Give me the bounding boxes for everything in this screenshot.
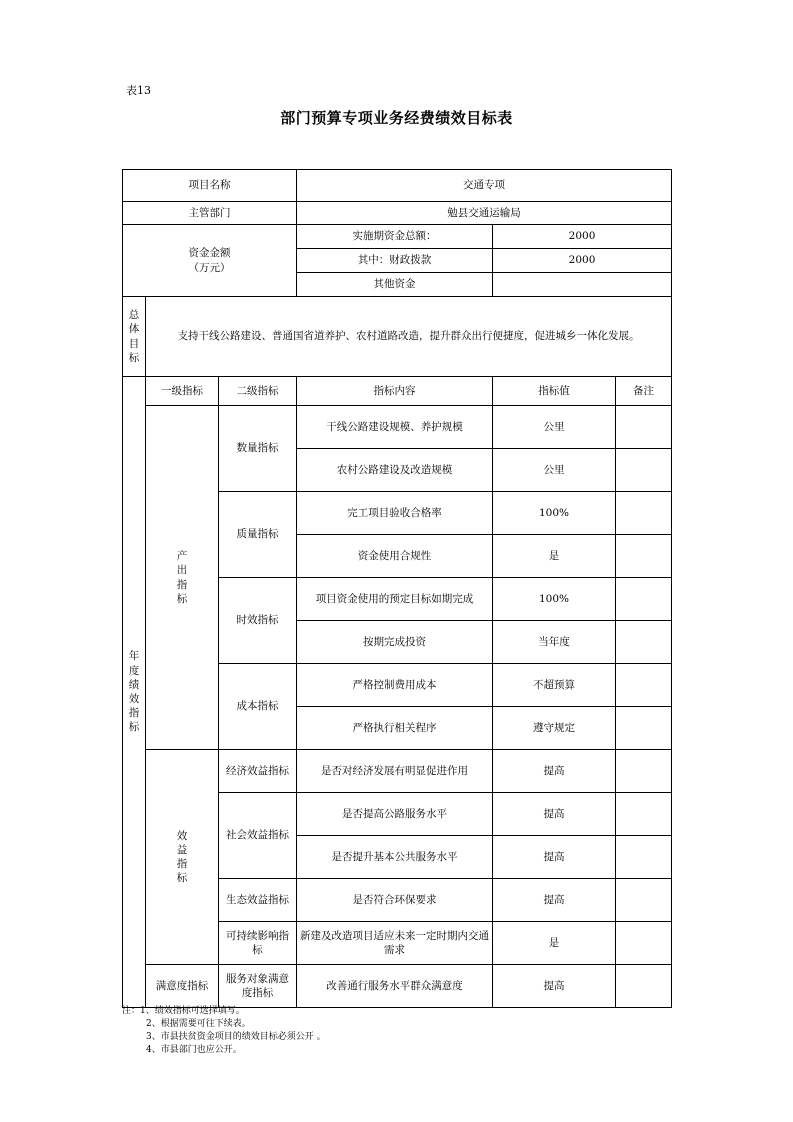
funds-label bbox=[123, 225, 297, 297]
economic-indicator-label: 经济效益指标 bbox=[219, 750, 297, 793]
indicator-remark bbox=[616, 535, 672, 578]
indicator-remark bbox=[616, 750, 672, 793]
indicator-value: 公里 bbox=[493, 406, 616, 449]
benefit-indicators-label: 效益指标 bbox=[146, 750, 219, 965]
indicator-remark bbox=[616, 793, 672, 836]
social-indicator-label: 社会效益指标 bbox=[219, 793, 297, 879]
note-line: 4、市县部门也应公开。 bbox=[146, 1045, 242, 1055]
funds-total-label: 实施期资金总额： bbox=[297, 225, 493, 249]
indicator-value: 是 bbox=[493, 922, 616, 965]
indicator-content: 严格控制费用成本 bbox=[297, 664, 493, 707]
funds-fiscal-label: 其中：财政拨款 bbox=[297, 249, 493, 273]
department-value: 勉县交通运输局 bbox=[297, 202, 672, 225]
indicator-content: 干线公路建设规模、养护规模 bbox=[297, 406, 493, 449]
indicator-value: 100% bbox=[493, 492, 616, 535]
note-line: 注：1、绩效指标可选择填写。 bbox=[122, 1006, 245, 1016]
funds-other-value bbox=[493, 273, 672, 297]
funds-total-value: 2000 bbox=[493, 225, 672, 249]
indicator-value: 是 bbox=[493, 535, 616, 578]
indicator-value: 当年度 bbox=[493, 621, 616, 664]
indicator-remark bbox=[616, 965, 672, 1008]
indicator-content: 是否符合环保要求 bbox=[297, 879, 493, 922]
indicator-content: 改善通行服务水平群众满意度 bbox=[297, 965, 493, 1008]
project-name-value: 交通专项 bbox=[297, 170, 672, 202]
funds-label-text: 资金金额 bbox=[188, 247, 231, 260]
table-row bbox=[123, 406, 672, 449]
indicator-remark bbox=[616, 879, 672, 922]
funds-other-label: 其他资金 bbox=[297, 273, 493, 297]
indicator-content: 资金使用合规性 bbox=[297, 535, 493, 578]
cost-indicator-label: 成本指标 bbox=[219, 664, 297, 750]
header-content: 指标内容 bbox=[297, 377, 493, 406]
notes bbox=[122, 1005, 326, 1057]
header-level2: 二级指标 bbox=[219, 377, 297, 406]
funds-total-row bbox=[123, 225, 672, 249]
service-satisfaction-label: 服务对象满意度指标 bbox=[219, 965, 297, 1008]
indicator-value: 公里 bbox=[493, 449, 616, 492]
indicator-value: 不超预算 bbox=[493, 664, 616, 707]
overall-goal-label: 总体目标 bbox=[123, 297, 146, 377]
department-label: 主管部门 bbox=[123, 202, 297, 225]
indicator-remark bbox=[616, 922, 672, 965]
overall-goal-text: 支持干线公路建设、普通国省道养护、农村道路改造，提升群众出行便捷度，促进城乡一体化发展。 bbox=[146, 297, 672, 377]
page-title: 部门预算专项业务经费绩效目标表 bbox=[280, 109, 513, 127]
indicator-content: 是否提高公路服务水平 bbox=[297, 793, 493, 836]
indicator-remark bbox=[616, 836, 672, 879]
table-row bbox=[123, 750, 672, 793]
quality-indicator-label: 质量指标 bbox=[219, 492, 297, 578]
indicator-remark bbox=[616, 406, 672, 449]
indicator-content: 项目资金使用的预定目标如期完成 bbox=[297, 578, 493, 621]
indicator-content: 是否提升基本公共服务水平 bbox=[297, 836, 493, 879]
timeliness-indicator-label: 时效指标 bbox=[219, 578, 297, 664]
performance-target-table bbox=[122, 169, 672, 1008]
indicator-value: 提高 bbox=[493, 965, 616, 1008]
indicator-value: 100% bbox=[493, 578, 616, 621]
indicator-value: 提高 bbox=[493, 879, 616, 922]
header-remark: 备注 bbox=[616, 377, 672, 406]
indicator-content: 完工项目验收合格率 bbox=[297, 492, 493, 535]
indicator-header-row bbox=[123, 377, 672, 406]
department-row bbox=[123, 202, 672, 225]
funds-fiscal-value: 2000 bbox=[493, 249, 672, 273]
note-line: 3、市县扶贫资金项目的绩效目标必须公开 。 bbox=[146, 1032, 326, 1042]
satisfaction-indicators-label: 满意度指标 bbox=[146, 965, 219, 1008]
indicator-value: 提高 bbox=[493, 750, 616, 793]
indicator-remark bbox=[616, 449, 672, 492]
ecological-indicator-label: 生态效益指标 bbox=[219, 879, 297, 922]
note-line: 2、根据需要可往下续表。 bbox=[146, 1019, 251, 1029]
annual-indicators-label: 年度绩效指标 bbox=[123, 377, 146, 1008]
output-indicators-label: 产出指标 bbox=[146, 406, 219, 750]
indicator-value: 提高 bbox=[493, 836, 616, 879]
header-level1: 一级指标 bbox=[146, 377, 219, 406]
header-value: 指标值 bbox=[493, 377, 616, 406]
indicator-remark bbox=[616, 492, 672, 535]
indicator-remark bbox=[616, 578, 672, 621]
overall-goal-row bbox=[123, 297, 672, 377]
funds-unit-text: （万元） bbox=[188, 261, 231, 274]
indicator-content: 按期完成投资 bbox=[297, 621, 493, 664]
project-name-row bbox=[123, 170, 672, 202]
sustainable-indicator-label: 可持续影响指标 bbox=[219, 922, 297, 965]
table-row bbox=[123, 965, 672, 1008]
indicator-content: 新建及改造项目适应未来一定时期内交通需求 bbox=[297, 922, 493, 965]
indicator-remark bbox=[616, 707, 672, 750]
table-number: 表13 bbox=[126, 84, 151, 97]
indicator-content: 是否对经济发展有明显促进作用 bbox=[297, 750, 493, 793]
indicator-content: 严格执行相关程序 bbox=[297, 707, 493, 750]
indicator-value: 提高 bbox=[493, 793, 616, 836]
indicator-remark bbox=[616, 664, 672, 707]
project-name-label: 项目名称 bbox=[123, 170, 297, 202]
quantity-indicator-label: 数量指标 bbox=[219, 406, 297, 492]
indicator-content: 农村公路建设及改造规模 bbox=[297, 449, 493, 492]
indicator-remark bbox=[616, 621, 672, 664]
indicator-value: 遵守规定 bbox=[493, 707, 616, 750]
